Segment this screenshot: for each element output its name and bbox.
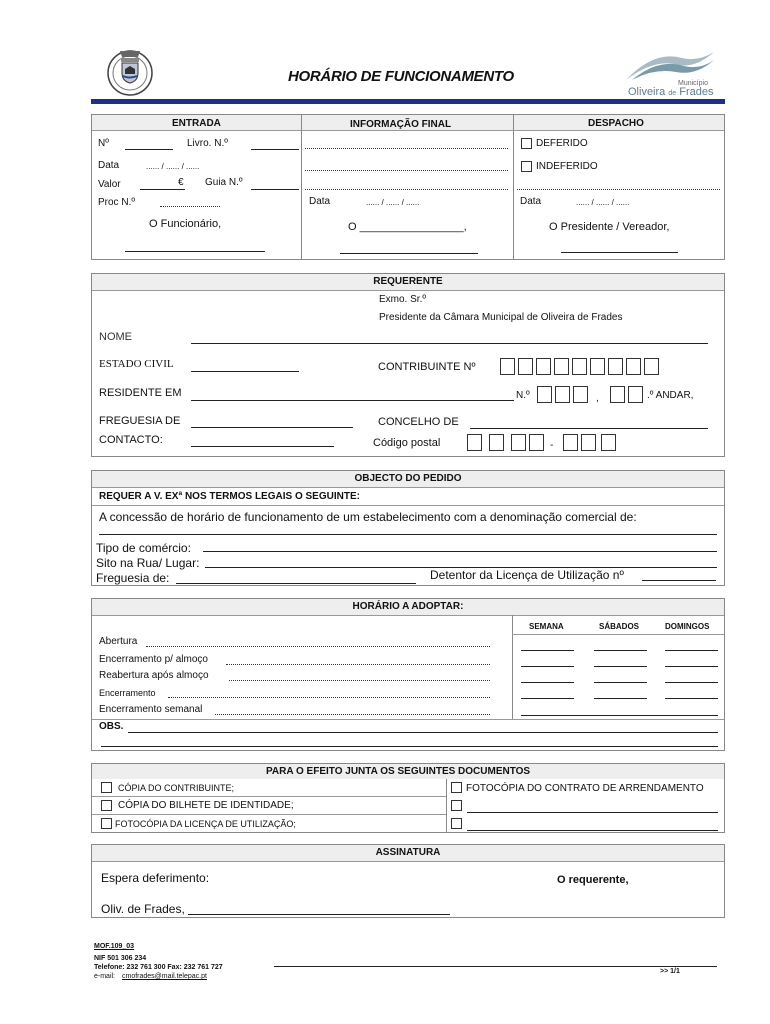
info-signature-label: O _________________,: [348, 221, 467, 233]
cp-cell[interactable]: [529, 434, 544, 451]
enc-almoco-sabados[interactable]: [594, 666, 647, 667]
logo-text: [628, 87, 713, 98]
enc-semanal-label: [99, 705, 202, 715]
cp-dash: -: [550, 440, 554, 451]
doc-bilhete-checkbox[interactable]: [101, 800, 112, 811]
contacto-field[interactable]: [191, 446, 334, 447]
oliveira-frades-logo-icon: [624, 48, 716, 82]
oliv-date-field[interactable]: [188, 914, 450, 915]
row-label: Abertura: [99, 636, 138, 647]
requerente-title: REQUERENTE: [92, 274, 724, 291]
cp-cell[interactable]: [511, 434, 526, 451]
info-line-2[interactable]: [305, 170, 508, 171]
entrada-livro-field[interactable]: [251, 149, 299, 150]
andar-cell[interactable]: [628, 386, 643, 403]
footer-telefone: Telefone: 232 761 300 Fax: 232 761 727: [94, 964, 223, 971]
tipo-comercio-label: Tipo de comércio:: [96, 541, 191, 555]
oliv-label: Oliv. de Frades,: [101, 902, 185, 916]
abertura-semana[interactable]: [521, 650, 574, 651]
nif-cell[interactable]: [644, 358, 659, 375]
abertura-label: [99, 637, 137, 647]
nif-cell[interactable]: [536, 358, 551, 375]
doc-bilhete-label: CÓPIA DO BILHETE DE IDENTIDADE;: [118, 800, 294, 811]
top-section: [91, 114, 725, 260]
funcionario-label: O Funcionário,: [149, 218, 222, 230]
divider: [512, 615, 513, 719]
encerramento-label: [99, 689, 156, 698]
reabertura-semana[interactable]: [521, 682, 574, 683]
tipo-comercio-field[interactable]: [203, 551, 717, 552]
concelho-field[interactable]: [470, 428, 708, 429]
footer-email-label: e-mail:: [94, 973, 116, 980]
divider: [301, 115, 302, 259]
nif-cell[interactable]: [590, 358, 605, 375]
horario-title: HORÁRIO A ADOPTAR:: [92, 599, 724, 616]
despacho-signature-line[interactable]: [561, 252, 678, 253]
info-signature-line[interactable]: [340, 253, 478, 254]
info-data-label: Data: [309, 196, 331, 207]
encerramento-semana[interactable]: [521, 698, 574, 699]
page-number: >> 1/1: [660, 968, 680, 975]
municipal-crest-icon: [104, 45, 156, 97]
entrada-title: ENTRADA: [172, 118, 221, 129]
requer-label: REQUER A V. EXª NOS TERMOS LEGAIS O SEGUINTE:: [99, 491, 360, 502]
enc-almoco-semana[interactable]: [521, 666, 574, 667]
footer-nif: NIF 501 306 234: [94, 955, 147, 962]
logo-name-a: Oliveira: [628, 86, 666, 98]
row-label: Encerramento: [99, 688, 156, 698]
doc-other-1-field[interactable]: [467, 812, 718, 813]
contribuinte-label: CONTRIBUINTE Nº: [378, 361, 476, 373]
concelho-label: CONCELHO DE: [378, 416, 459, 428]
doc-other-2-field[interactable]: [467, 830, 718, 831]
requer-divider: [92, 505, 724, 506]
enc-almoco-leader: [226, 664, 490, 665]
enc-almoco-domingos[interactable]: [665, 666, 718, 667]
despacho-data-label: Data: [520, 196, 542, 207]
cp-cell[interactable]: [467, 434, 482, 451]
denominacao-field[interactable]: [99, 534, 717, 535]
documentos-title: PARA O EFEITO JUNTA OS SEGUINTES DOCUMENTOS: [266, 766, 531, 777]
entrada-guia-field[interactable]: [251, 189, 299, 190]
enc-semanal-field[interactable]: [521, 715, 718, 716]
objecto-title: OBJECTO DO PEDIDO: [92, 471, 724, 488]
reabertura-domingos[interactable]: [665, 682, 718, 683]
footer-email[interactable]: cmofrades@mail.telepac.pt: [122, 973, 207, 980]
espera-label: Espera deferimento:: [101, 871, 210, 885]
freguesia-field[interactable]: [191, 427, 353, 428]
doc-contribuinte-label: CÓPIA DO CONTRIBUINTE;: [118, 783, 235, 793]
nif-cell[interactable]: [518, 358, 533, 375]
despacho-date-mask[interactable]: ...... / ...... / ......: [576, 198, 630, 207]
funcionario-signature-line[interactable]: [125, 251, 265, 252]
row-label: Reabertura após almoço: [99, 670, 209, 681]
nif-cell[interactable]: [626, 358, 641, 375]
cp-cell[interactable]: [489, 434, 504, 451]
entrada-livro-label: Livro. N.º: [187, 138, 228, 149]
info-date-mask[interactable]: ...... / ...... / ......: [366, 198, 420, 207]
contribuinte-cells[interactable]: [500, 358, 664, 376]
requerente-signature-label: O requerente,: [557, 874, 629, 886]
encerramento-domingos[interactable]: [665, 698, 718, 699]
estado-civil-field[interactable]: [191, 371, 299, 372]
doc-other-1-checkbox[interactable]: [451, 800, 462, 811]
logo-municipio: Município: [678, 80, 708, 87]
estado-civil-label: ESTADO CIVIL: [99, 358, 174, 370]
abertura-sabados[interactable]: [594, 650, 647, 651]
indeferido-checkbox[interactable]: [521, 161, 532, 172]
euro-symbol: €: [178, 177, 184, 188]
contacto-label: CONTACTO:: [99, 434, 163, 446]
obs-label: OBS.: [99, 721, 124, 732]
doc-arrendamento-label: FOTOCÓPIA DO CONTRATO DE ARRENDAMENTO: [466, 783, 704, 794]
page-title: HORÁRIO DE FUNCIONAMENTO: [288, 68, 514, 85]
numero-cell[interactable]: [555, 386, 570, 403]
numero-cell[interactable]: [537, 386, 552, 403]
entrada-no-label: Nº: [98, 138, 109, 149]
obs-divider: [92, 719, 724, 720]
logo-name-b: Frades: [679, 86, 714, 98]
form-code: MOF.109_03: [94, 943, 135, 950]
numero-label: N.º: [516, 390, 530, 401]
info-line-3[interactable]: [305, 189, 508, 190]
assinatura-title: ASSINATURA: [92, 845, 724, 862]
doc-other-2-checkbox[interactable]: [451, 818, 462, 829]
presidente-vereador-label: O Presidente / Vereador,: [549, 221, 670, 233]
col-sabados: SÁBADOS: [599, 622, 640, 631]
entrada-guia-label: Guia N.º: [205, 177, 243, 188]
residente-label: RESIDENTE EM: [99, 387, 182, 399]
divider: [513, 115, 514, 259]
concessao-text: A concessão de horário de funcionamento de um estabelecimento com a denominação comercial de:: [99, 510, 637, 524]
reabertura-sabados[interactable]: [594, 682, 647, 683]
divider: [446, 779, 447, 832]
deferido-checkbox[interactable]: [521, 138, 532, 149]
nif-cell[interactable]: [608, 358, 623, 375]
divider: [512, 634, 724, 635]
obs-field-2[interactable]: [101, 746, 718, 747]
freguesia-pedido-label: Freguesia de:: [96, 571, 170, 585]
freguesia-pedido-field[interactable]: [176, 583, 416, 584]
detentor-label: Detentor da Licença de Utilização nº: [430, 568, 624, 582]
andar-label: .º ANDAR,: [647, 390, 694, 401]
cp-cell[interactable]: [581, 434, 596, 451]
enc-semanal-leader: [215, 714, 490, 715]
entrada-valor-field[interactable]: [140, 189, 185, 190]
entrada-data-label: Data: [98, 160, 120, 171]
divider: [92, 814, 446, 815]
sito-label: Sito na Rua/ Lugar:: [96, 556, 200, 570]
nome-label: NOME: [99, 331, 132, 343]
detentor-field[interactable]: [642, 580, 716, 581]
numero-cell[interactable]: [573, 386, 588, 403]
doc-arrendamento-checkbox[interactable]: [451, 782, 462, 793]
nif-cell[interactable]: [572, 358, 587, 375]
nif-cell[interactable]: [500, 358, 515, 375]
numero-comma: ,: [596, 393, 599, 404]
encerramento-leader: [168, 697, 490, 698]
col-domingos: DOMINGOS: [665, 622, 710, 631]
entrada-proc-label: Proc N.º: [98, 197, 135, 208]
doc-contribuinte-checkbox[interactable]: [101, 782, 112, 793]
freguesia-label: FREGUESIA DE: [99, 415, 181, 427]
info-final-title: INFORMAÇÃO FINAL: [350, 119, 452, 130]
entrada-no-field[interactable]: [125, 149, 173, 150]
footer-line: [274, 966, 717, 967]
deferido-label: DEFERIDO: [536, 138, 588, 149]
abertura-domingos[interactable]: [665, 650, 718, 651]
entrada-date-mask[interactable]: ...... / ...... / ......: [146, 162, 200, 171]
andar-cell[interactable]: [610, 386, 625, 403]
nif-cell[interactable]: [554, 358, 569, 375]
codigo-postal-label: Código postal: [373, 437, 441, 449]
doc-licenca-checkbox[interactable]: [101, 818, 112, 829]
enc-almoco-label: [99, 655, 208, 665]
cp-cell[interactable]: [601, 434, 616, 451]
encerramento-sabados[interactable]: [594, 698, 647, 699]
obs-field-1[interactable]: [128, 732, 718, 733]
reabertura-leader: [229, 680, 490, 681]
row-label: Encerramento semanal: [99, 704, 203, 715]
indeferido-label: INDEFERIDO: [536, 161, 598, 172]
despacho-line[interactable]: [517, 189, 720, 190]
residente-field[interactable]: [191, 400, 514, 401]
row-label: Encerramento p/ almoço: [99, 654, 208, 665]
entrada-proc-field[interactable]: [160, 206, 220, 207]
col-semana: SEMANA: [529, 622, 564, 631]
presidente-camara-label: Presidente da Câmara Municipal de Oliveira de Frades: [379, 312, 623, 323]
entrada-valor-label: Valor: [98, 179, 121, 190]
header-blue-bar: [91, 99, 725, 104]
cp-cell[interactable]: [563, 434, 578, 451]
doc-licenca-label: FOTOCÓPIA DA LICENÇA DE UTILIZAÇÃO;: [115, 819, 296, 829]
exmo-label: Exmo. Sr.º: [379, 294, 426, 305]
reabertura-label: [99, 671, 209, 681]
despacho-title: DESPACHO: [588, 118, 644, 129]
nome-field[interactable]: [191, 343, 708, 344]
info-line-1[interactable]: [305, 148, 508, 149]
divider: [92, 796, 446, 797]
abertura-leader: [146, 646, 490, 647]
logo-name-de: de: [668, 90, 677, 97]
